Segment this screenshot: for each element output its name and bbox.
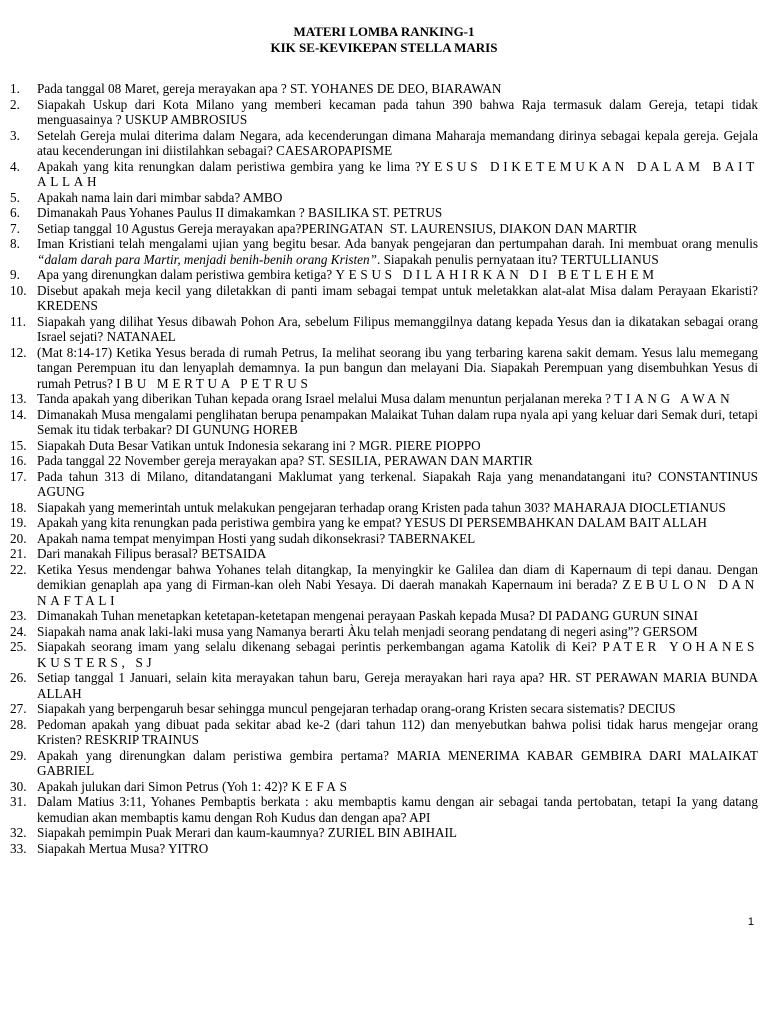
question-number: 19. bbox=[10, 515, 27, 530]
question-item bbox=[0, 128, 758, 159]
question-item bbox=[0, 794, 758, 825]
document-title: MATERI LOMBA RANKING-1 bbox=[293, 24, 475, 39]
answer-text: MARIA MENERIMA KABAR GEMBIRA DARI MALAIKAT GABRIEL bbox=[37, 747, 762, 778]
answer-text: KEFAS bbox=[291, 778, 351, 794]
answer-text: API bbox=[409, 809, 431, 825]
answer-text: ST. SESILIA, PERAWAN DAN MARTIR bbox=[307, 453, 533, 468]
answer-text: NATANAEL bbox=[106, 329, 176, 344]
question-text: Tanda apakah yang diberikan Tuhan kepada orang Israel melalui Musa dalam menuntun perjalanan mereka ? bbox=[37, 391, 615, 406]
question-item bbox=[0, 531, 758, 547]
question-number: 9. bbox=[10, 267, 20, 282]
question-text: Apakah nama tempat menyimpan Hosti yang sudah dikonsekrasi? bbox=[37, 530, 389, 546]
question-text: Siapakah yang berpengaruh besar sehingga muncul pengejaran terhadap orang-orang Kristen secara sistematis? bbox=[37, 701, 629, 716]
answer-text: ST. YOHANES DE DEO, BIARAWAN bbox=[290, 81, 502, 96]
question-text: Apakah yang kita renungkan dalam peristiwa gembira yang ke lima ? bbox=[37, 158, 421, 174]
question-item bbox=[0, 205, 758, 221]
answer-text: DI GUNUNG HOREB bbox=[175, 422, 298, 437]
question-text: Apakah julukan dari Simon Petrus (Yoh 1: 42)? bbox=[37, 778, 292, 794]
question-text: Siapakah pemimpin Puak Merari dan kaum-kaumnya? bbox=[37, 825, 328, 840]
question-text: Ketika Yesus mendengar bahwa Yohanes telah ditangkap, Ia menyingkir ke Galilea dan diam di Kapernaum di tepi danau. Dengan demikian genaplah apa yang di Firman-kan oleh Nabi Yesaya. Di daerah manakah Kapernaum ini berada? bbox=[37, 561, 758, 592]
question-text: Setelah Gereja mulai diterima dalam Negara, ada kecenderungan dimana Maharaja memandang dirinya sebagai kepala gereja. Gejala atau kecenderungan ini diistilahkan sebagai? bbox=[37, 127, 758, 158]
answer-text: IBU MERTUA PETRUS bbox=[116, 375, 312, 391]
page-number: 1 bbox=[747, 916, 754, 928]
question-text: Setiap tanggal 1 Januari, selain kita merayakan tahun baru, Gereja merayakan hari raya apa? bbox=[37, 670, 550, 685]
question-text: Dimanakah Tuhan menetapkan ketetapan-ketetapan mengenai perayaan Paskah kepada Musa? bbox=[37, 608, 539, 623]
answer-text: AMBO bbox=[242, 189, 283, 205]
question-number: 20. bbox=[10, 530, 27, 546]
question-item bbox=[0, 407, 758, 438]
question-number: 30. bbox=[10, 778, 27, 794]
answer-text: TABERNAKEL bbox=[388, 530, 476, 546]
question-item bbox=[0, 624, 758, 640]
question-text: (Mat 8:14-17) Ketika Yesus berada di rumah Petrus, Ia melihat seorang ibu yang terbaring karena sakit demam. Yesus lalu memegang tangan Perempuan itu dan lenyaplah demamnya. Ia pun bangun dan melayani Dia. Siapakah Perempuan yang disembuhkan Yesus di rumah Petrus? bbox=[37, 344, 758, 391]
question-number: 5. bbox=[10, 189, 20, 205]
answer-text: BETSAIDA bbox=[201, 546, 267, 561]
question-number: 3. bbox=[10, 127, 20, 143]
answer-text: ZEBULON DAN NAFTALI bbox=[37, 577, 765, 608]
question-text: Pada tanggal 08 Maret, gereja merayakan apa ? bbox=[37, 81, 291, 96]
question-item bbox=[0, 97, 758, 128]
question-number: 23. bbox=[10, 608, 27, 623]
question-number: 17. bbox=[10, 468, 27, 484]
document-subtitle: KIK SE-KEVIKEPAN STELLA MARIS bbox=[270, 40, 498, 55]
question-number: 31. bbox=[10, 794, 27, 809]
question-number: 13. bbox=[10, 391, 27, 406]
question-number: 15. bbox=[10, 437, 27, 453]
question-number: 16. bbox=[10, 453, 27, 468]
question-item bbox=[0, 608, 758, 624]
answer-text: TERTULLIANUS bbox=[560, 251, 659, 267]
question-item bbox=[0, 515, 758, 531]
answer-text: BASILIKA ST. PETRUS bbox=[308, 205, 443, 220]
question-number: 28. bbox=[10, 716, 27, 732]
question-text: Siapakah nama anak laki-laki musa yang Namanya berarti Àku telah menjadi seorang pendatang di negeri asing”? bbox=[37, 623, 643, 639]
answer-text: MGR. PIERE PIOPPO bbox=[358, 437, 481, 453]
question-text: Dimanakah Musa mengalami penglihatan berupa penampakan Malaikat Tuhan dalam rupa nyala api yang keluar dari Semak duri, tetapi Semak itu tidak terbakar? bbox=[37, 406, 758, 437]
question-item bbox=[0, 825, 758, 841]
answer-text: MAHARAJA DIOCLETIANUS bbox=[553, 499, 726, 515]
question-number: 2. bbox=[10, 96, 20, 112]
question-text-continued: . Siapakah penulis pernyataan itu? bbox=[376, 251, 561, 267]
question-list bbox=[0, 81, 768, 856]
question-number: 6. bbox=[10, 205, 20, 220]
question-text: Apakah yang direnungkan dalam peristiwa gembira pertama? bbox=[37, 747, 397, 763]
question-number: 7. bbox=[10, 220, 20, 236]
question-item bbox=[0, 717, 758, 748]
question-number: 12. bbox=[10, 344, 27, 360]
question-text: Siapakah Uskup dari Kota Milano yang memberi kecaman pada tahun 390 bahwa Raja termasuk dalam Gereja, tetapi tidak menguasainya ? bbox=[37, 96, 758, 127]
question-number: 1. bbox=[10, 81, 20, 96]
question-text: Siapakah seorang imam yang selalu dikenang sebagai perintis perkembangan agama Katolik di Kei? bbox=[37, 639, 603, 654]
question-item bbox=[0, 779, 758, 795]
question-text: Siapakah Duta Besar Vatikan untuk Indonesia sekarang ini ? bbox=[37, 437, 359, 453]
question-quote: “dalam darah para Martir, menjadi benih-benih orang Kristen” bbox=[37, 251, 377, 267]
question-number: 27. bbox=[10, 701, 27, 716]
question-item bbox=[0, 500, 758, 516]
question-number: 26. bbox=[10, 670, 27, 685]
question-number: 29. bbox=[10, 747, 27, 763]
question-text: Pedoman apakah yang dibuat pada sekitar abad ke-2 (dari tahun 112) dan menyebutkan bahwa polisi tidak harus mengejar orang Kristen? bbox=[37, 716, 758, 747]
question-number: 21. bbox=[10, 546, 27, 561]
question-item bbox=[0, 701, 758, 717]
answer-text: CONSTANTINUS AGUNG bbox=[37, 468, 761, 499]
question-text: Pada tanggal 22 November gereja merayakan apa? bbox=[37, 453, 308, 468]
answer-text: KREDENS bbox=[37, 298, 98, 313]
question-text: Dalam Matius 3:11, Yohanes Pembaptis berkata : aku membaptis kamu dengan air sebagai tanda pertobatan, tetapi Ia yang datang kemudian akan membaptis kamu dengan Roh Kudus dan dengan apa? bbox=[37, 794, 758, 825]
question-text: Dari manakah Filipus berasal? bbox=[37, 546, 202, 561]
question-item bbox=[0, 546, 758, 562]
question-number: 24. bbox=[10, 623, 27, 639]
question-item bbox=[0, 314, 758, 345]
answer-text: ZURIEL BIN ABIHAIL bbox=[327, 825, 457, 840]
question-number: 10. bbox=[10, 282, 27, 298]
question-item bbox=[0, 561, 765, 609]
answer-text: HR. ST PERAWAN MARIA BUNDA ALLAH bbox=[37, 670, 761, 701]
question-text: Disebut apakah meja kecil yang diletakkan di panti imam sebagai tempat untuk meletakkan alat-alat Misa dalam Perayaan Ekaristi? bbox=[37, 282, 758, 298]
answer-text: CAESAROPAPISME bbox=[276, 143, 393, 158]
question-number: 22. bbox=[10, 561, 27, 577]
question-number: 14. bbox=[10, 406, 27, 422]
question-item bbox=[0, 841, 758, 857]
question-number: 11. bbox=[10, 313, 26, 329]
answer-text: USKUP AMBROSIUS bbox=[124, 112, 248, 127]
question-text: Siapakah yang memerintah untuk melakukan pengejaran terhadap orang Kristen pada tahun 303? bbox=[37, 499, 554, 515]
question-text: Dimanakah Paus Yohanes Paulus II dimakamkan ? bbox=[37, 205, 309, 220]
question-number: 32. bbox=[10, 825, 27, 840]
question-number: 4. bbox=[10, 158, 20, 174]
answer-text: RESKRIP TRAINUS bbox=[84, 732, 199, 747]
question-item bbox=[0, 158, 765, 190]
question-number: 8. bbox=[10, 236, 20, 251]
question-item bbox=[0, 236, 758, 267]
question-item bbox=[0, 221, 758, 237]
question-number: 33. bbox=[10, 840, 27, 856]
question-item bbox=[0, 283, 758, 314]
answer-text: DECIUS bbox=[628, 701, 676, 716]
question-text: Siapakah yang dilihat Yesus dibawah Pohon Ara, sebelum Filipus memanggilnya datang kepada Yesus dan ia dikatakan sebagai orang Israel sejati? bbox=[37, 313, 758, 344]
question-text: Apakah yang kita renungkan pada peristiwa gembira yang ke empat? bbox=[37, 515, 405, 530]
question-item bbox=[0, 670, 761, 701]
question-number: 18. bbox=[10, 499, 27, 515]
answer-text: YESUS DIKETEMUKAN DALAM BAIT ALLAH bbox=[37, 158, 765, 189]
question-item bbox=[0, 81, 758, 97]
question-item bbox=[0, 468, 761, 500]
answer-text: GERSOM bbox=[642, 623, 698, 639]
answer-text: YESUS DI PERSEMBAHKAN DALAM BAIT ALLAH bbox=[404, 515, 707, 530]
question-item bbox=[0, 453, 758, 469]
question-text: Apa yang direnungkan dalam peristiwa gembira ketiga? bbox=[37, 267, 336, 282]
question-text: Siapakah Mertua Musa? bbox=[37, 840, 168, 856]
question-item bbox=[0, 639, 765, 670]
question-item bbox=[0, 190, 758, 206]
question-number: 25. bbox=[10, 639, 27, 654]
question-text: Apakah nama lain dari mimbar sabda? bbox=[37, 189, 243, 205]
question-item bbox=[0, 267, 758, 283]
question-item bbox=[0, 438, 758, 454]
question-item bbox=[0, 345, 758, 392]
answer-text: YESUS DILAHIRKAN DI BETLEHEM bbox=[335, 267, 658, 282]
question-text: Setiap tanggal 10 Agustus Gereja merayakan apa? bbox=[37, 220, 302, 236]
answer-text: DI PADANG GURUN SINAI bbox=[538, 608, 698, 623]
question-text: Iman Kristiani telah mengalami ujian yang begitu besar. Ada banyak pengejaran dan pertumpahan darah. Ini membuat orang menulis bbox=[37, 236, 758, 251]
answer-text: PATER YOHANES KUSTERS, SJ bbox=[37, 639, 765, 670]
question-item bbox=[0, 391, 758, 407]
answer-text: TIANG AWAN bbox=[614, 391, 734, 406]
answer-text: YITRO bbox=[167, 840, 209, 856]
answer-text: PERINGATAN ST. LAURENSIUS, DIAKON DAN MARTIR bbox=[301, 220, 638, 236]
question-text: Pada tahun 313 di Milano, ditandatangani Maklumat yang terkenal. Siapakah Raja yang menandatangani itu? bbox=[37, 468, 658, 484]
question-item bbox=[0, 747, 762, 779]
